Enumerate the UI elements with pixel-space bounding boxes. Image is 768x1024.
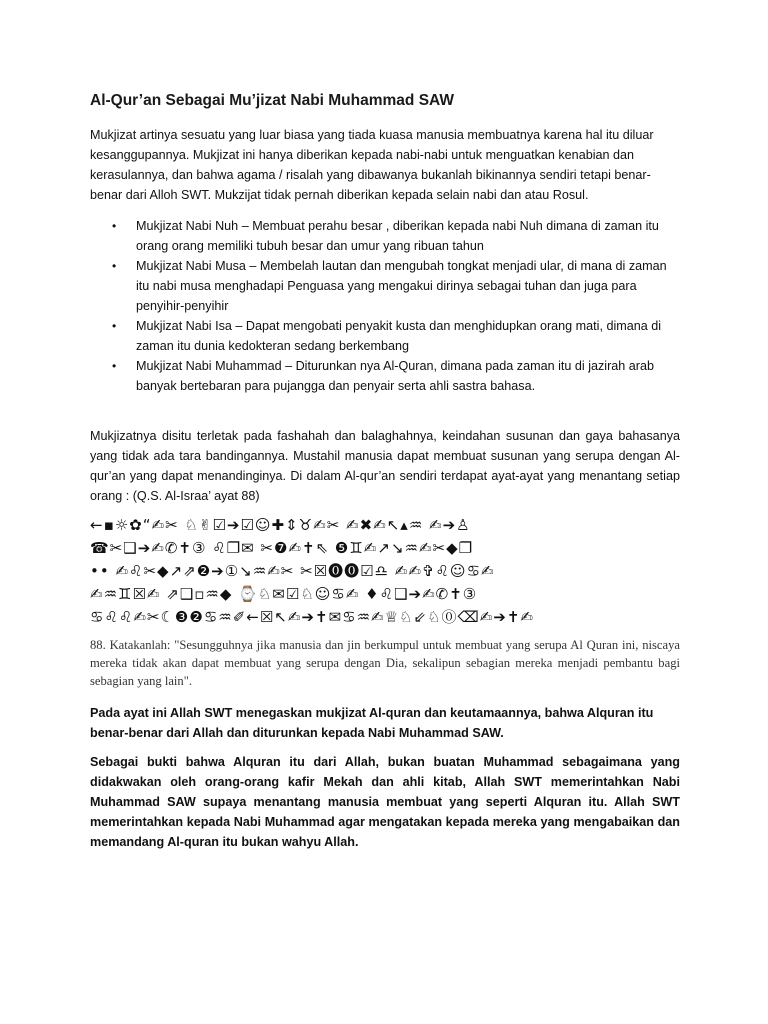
body-paragraph: Mukjizatnya disitu terletak pada fashahah dan balaghahnya, keindahan susunan dan gaya bahasanya yang tidak ada tara bandingannya. Mustahil manusia dapat membuat susunan yang serupa dengan Al-qur’an yang dapat menandinginya. Di dalam Al-qur’an sendiri terdapat ayat-ayat yang menantang setiap orang : (Q.S. Al-Israa’ ayat 88) (90, 429, 680, 503)
list-item-text: Mukjizat Nabi Muhammad – Diturunkan nya Al-Quran, dimana pada zaman itu di jazirah arab banyak bertebaran para pujangga dan penyair serta ahli sastra bahasa. (136, 359, 655, 393)
list-item-text: Mukjizat Nabi Isa – Dapat mengobati penyakit kusta dan menghidupkan orang mati, dimana di zaman itu dunia kedokteran sedang berkembang (136, 319, 662, 353)
bullet-icon: • (112, 359, 117, 373)
verse-line: ☎✂❑➔✍✆✝③ ♌❐✉ ✂❼✍✝⇖ ❺♊✍↗↘♒✍✂◆❐ (90, 539, 474, 557)
intro-paragraph: Mukjizat artinya sesuatu yang luar biasa yang tiada kuasa manusia membuatnya karena hal itu diluar kesanggupannya. Mukjizat ini hanya diberikan kepada nabi-nabi untuk menguatkan kenabian dan kerasulannya, dan bahwa agama / risalah yang dibawanya bukanlah bikinannya sendiri tetapi benar-benar dari Alloh SWT. Mukzijat tidak pernah diberikan kepada selain nabi dan atau Rosul. (90, 128, 654, 202)
verse-line: •• ✍♌✂◆↗⇗❷➔①↘♒✍✂ ✂☒⓿⓿☑♎ ✍✍✞♌☺♋✍ (90, 562, 495, 580)
list-item-text: Mukjizat Nabi Nuh – Membuat perahu besar , diberikan kepada nabi Nuh dimana di zaman itu orang orang memiliki tubuh besar dan umur yang ribuan tahun (136, 219, 659, 253)
bullet-icon: • (112, 219, 117, 233)
body-paragraph: Pada ayat ini Allah SWT menegaskan mukjizat Al-quran dan keutamaannya, bahwa Alquran itu benar-benar dari Allah dan diturunkan kepada Nabi Muhammad SAW. (90, 706, 654, 740)
verse-translation: 88. Katakanlah: "Sesungguhnya jika manusia dan jin berkumpul untuk membuat yang serupa Al Quran ini, niscaya mereka tidak akan dapat membuat yang serupa dengan Dia, sekalipun sebagian mereka menjadi pembantu bagi sebagian yang lain". (90, 638, 680, 688)
list-item (90, 356, 682, 396)
list-item (90, 216, 682, 256)
verse-line: ♋♌♌✍✂☾❸❷♋♒✐←☒↖✍➔✝✉♋♒✍♕♘⇙♘⓪⌫✍➔✝✍ (90, 608, 534, 626)
bullet-icon: • (112, 319, 117, 333)
list-item (90, 256, 682, 316)
miracle-list (90, 216, 682, 396)
bullet-icon: • (112, 259, 117, 273)
verse-block (90, 514, 682, 629)
verse-line: ←▪☼✿“✍✂ ♘✌☑➔☑☺✚⇕♉✍✂ ✍✖✍↖▴♒ ✍➔♙ (90, 516, 471, 534)
body-paragraph: Sebagai bukti bahwa Alquran itu dari Allah, bukan buatan Muhammad sebagaimana yang didakwakan oleh orang-orang kafir Mekah dan ahli kitab, Allah SWT memerintahkan Nabi Muhammad SAW supaya menantang manusia membuat yang seperti Alquran itu. Allah SWT memerintahkan kepada Nabi Muhammad agar mengatakan kepada mereka yang mengabaikan dan memandang Al-quran itu bukan wahyu Allah. (90, 755, 680, 849)
page-title: Al-Qur’an Sebagai Mu’jizat Nabi Muhammad SAW (90, 92, 455, 109)
list-item-text: Mukjizat Nabi Musa – Membelah lautan dan mengubah tongkat menjadi ular, di mana di zaman itu nabi musa menghadapi Penguasa yang mengakui dirinya sebagai tuhan dan juga para penyihir-penyihir (136, 259, 667, 313)
verse-line: ✍♒♊☒✍ ⇗❑▫♒◆ ⌚♘✉☑♘☺♋✍ ♦♌❑➔✍✆✝③ (90, 585, 478, 603)
list-item (90, 316, 682, 356)
